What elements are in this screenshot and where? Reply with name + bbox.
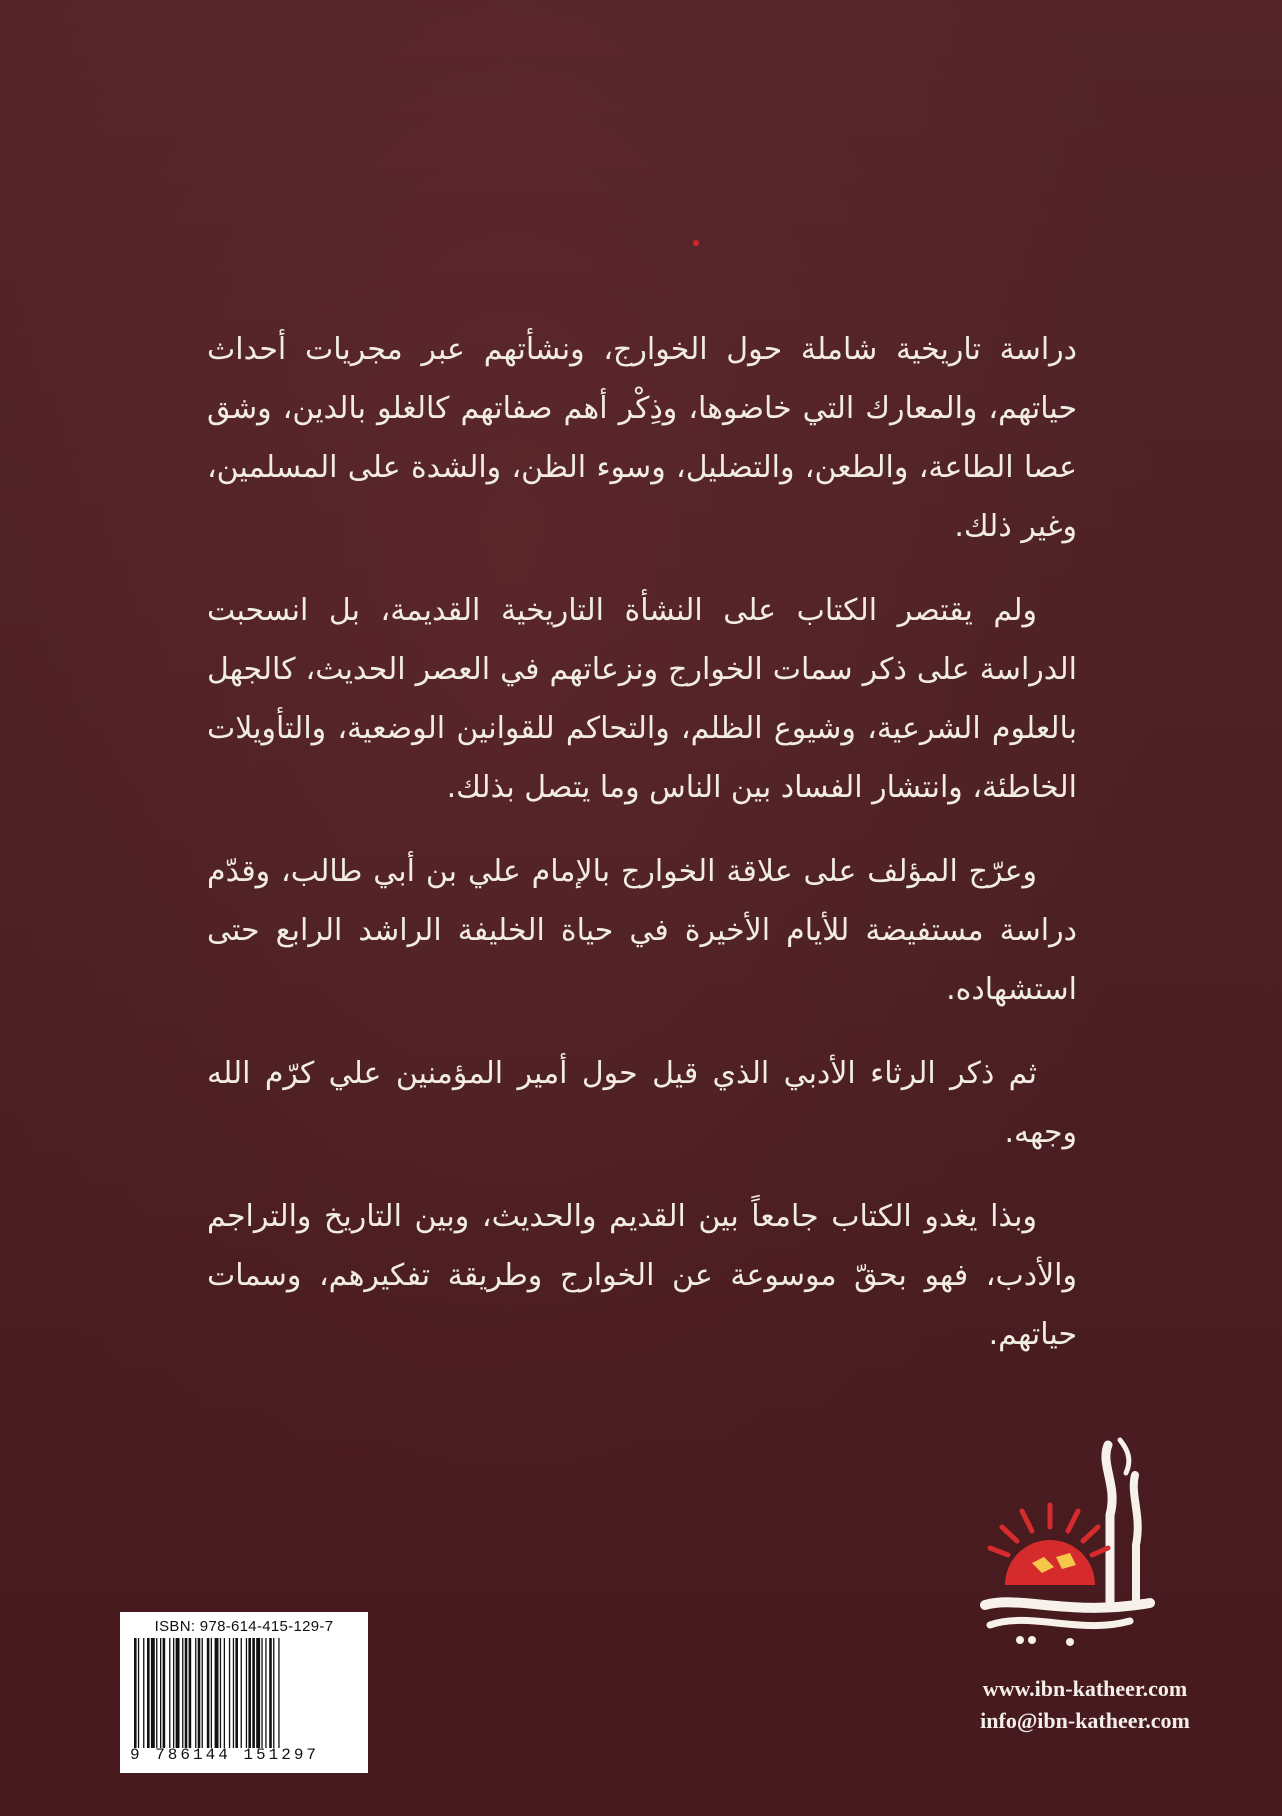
- blurb-paragraph-3: وعرّج المؤلف على علاقة الخوارج بالإمام علي بن أبي طالب، وقدّم دراسة مستفيضة للأيام الأخيرة في حياة الخليفة الراشد الرابع حتى استشهاده.: [207, 854, 1077, 1007]
- blurb-paragraph-4: ثم ذكر الرثاء الأدبي الذي قيل حول أمير المؤمنين علي كرّم الله وجهه.: [207, 1056, 1077, 1150]
- blurb-paragraph-1: دراسة تاريخية شاملة حول الخوارج، ونشأتهم عبر مجريات أحداث حياتهم، والمعارك التي خاضوها، وذِكْر أهم صفاتهم كالغلو بالدين، وشق عصا الطاعة، والطعن، والتضليل، وسوء الظن، والشدة على المسلمين، وغير ذلك.: [207, 332, 1077, 544]
- blurb-paragraph-5: وبذا يغدو الكتاب جامعاً بين القديم والحديث، وبين التاريخ والتراجم والأدب، فهو بحقّ موسوعة عن الخوارج وطريقة تفكيرهم، وسمات حياتهم.: [207, 1199, 1077, 1352]
- red-speck: [693, 240, 699, 246]
- publisher-logo-icon: [960, 1435, 1170, 1655]
- blurb-paragraph-2: ولم يقتصر الكتاب على النشأة التاريخية القديمة، بل انسحبت الدراسة على ذكر سمات الخوارج ونزعاتهم في العصر الحديث، كالجهل بالعلوم الشرعية، وشيوع الظلم، والتحاكم للقوانين الوضعية، والتأويلات الخاطئة، وانتشار الفساد بين الناس وما يتصل بذلك.: [207, 593, 1077, 805]
- publisher-email[interactable]: info@ibn-katheer.com: [980, 1708, 1190, 1733]
- isbn-barcode: [120, 1612, 368, 1773]
- barcode-icon: [130, 1638, 358, 1748]
- cover-blurb: [207, 320, 1077, 1389]
- barcode-digits: 9 786144 151297: [130, 1746, 320, 1764]
- isbn-label: ISBN: 978-614-415-129-7: [154, 1618, 334, 1635]
- publisher-website[interactable]: www.ibn-katheer.com: [982, 1676, 1188, 1701]
